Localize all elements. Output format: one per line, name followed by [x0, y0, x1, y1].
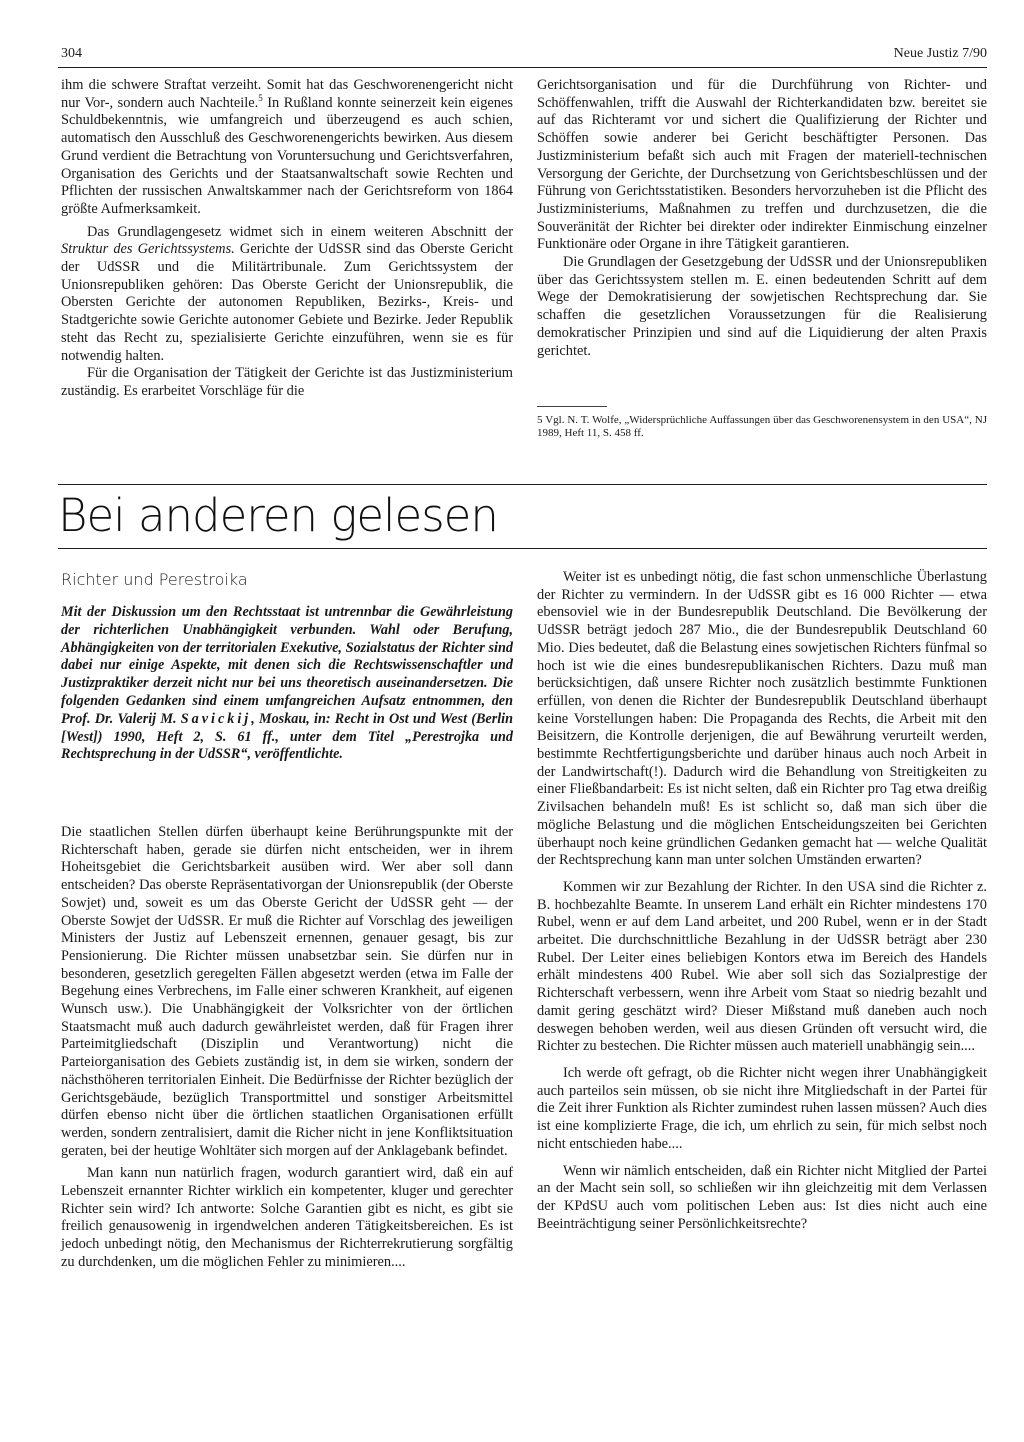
section-title: Bei anderen gelesen — [58, 489, 498, 542]
paragraph: Kommen wir zur Bezahlung der Richter. In den USA sind die Richter z. B. hochbezahlte Beamte. In unserem Land erhält ein Richter mindestens 170 Rubel, wenn er auf dem Land arbeitet, und 200 Rubel, wenn er in der Stadt arbeitet. Die durchschnittliche Bezahlung in der UdSSR beträgt aber 230 Rubel. Der Leiter eines beliebigen Kontors etwa im Bereich des Handels erhält mindestens 400 Rubel. Wie aber soll sich das Sozialprestige der Richterschaft verbessern, wenn ihre Arbeit vom Staat so niedrig bezahlt und damit gering geschätzt wird? Dieser Mißstand muß daneben auch noch deswegen behoben werden, weil aus diesen Gründen oft versucht wird, die Richter zu bestechen. Die Richter müssen auch materiell unabhängig sein.... — [537, 878, 987, 1055]
top-right-column — [537, 77, 987, 360]
page-number: 304 — [61, 46, 82, 61]
paragraph: Wenn wir nämlich entscheiden, daß ein Richter nicht Mitglied der Partei an der Macht sein soll, so schließen wir ihn gleichzeitig mit dem Verlassen der KPdSU auch vom politischen Leben aus: Ist dies nicht auch eine Beeinträchtigung seiner Persönlichkeitsrechte? — [537, 1162, 987, 1232]
paragraph: Das Grundlagengesetz widmet sich in einem weiteren Abschnitt der Struktur des Gerichtssystems. Gerichte der UdSSR sind das Oberste Gericht der UdSSR und die Militärtribunale. Zum Gerichtssystem der Unionsrepubliken gehören: Das Oberste Gericht der Unionsrepublik, die Obersten Gerichte der autonomen Republiken, Bezirks-, Kreis- und Stadtgerichte sowie Gerichte autonomer Gebiete und Bezirke. Jeder Republik steht das Recht zu, spezialisierte Gerichte einzuführen, wenn sie es für notwendig halten. — [61, 223, 513, 364]
header-rule — [58, 67, 987, 68]
paragraph: Weiter ist es unbedingt nötig, die fast schon unmenschliche Überlastung der Richter zu vermindern. In der UdSSR gibt es 16 000 Richter — etwa ebensoviel wie in der Bundesrepublik Deutschland. Die Bevölkerung der UdSSR beträgt jedoch 287 Mio., die der Bundesrepublik Deutschland 60 Mio. Dies bedeutet, daß die Belastung eines sowjetischen Richters fünfmal so hoch ist wie die eines bundesrepublikanischen Richters. Dazu muß man berücksichtigen, daß unsere Richter noch zusätzlich bestimmte Funktionen erfüllen, von denen die Richter der Bundesrepublik Deutschland überhaupt keine Vorstellungen haben: Die Propaganda des Rechts, die Arbeit mit den Beisitzern, die Kontrolle derjenigen, die auf Bewährung verurteilt werden, bestimmte Rechtfertigungsberichte und darüber hinaus auch noch Arbeit in der Landwirtschaft(!). Dadurch wird die Behandlung von Streitigkeiten zu einer Fließbandarbeit: Es ist nicht selten, daß ein Richter pro Tag etwa dreißig Zivilsachen behandeln muß! Es ist schlicht so, daß man sich über die mögliche Belastung und die möglichen Entscheidungszeiten bei Gerichten überhaupt noch keine gründlichen Gedanken gemacht hat — welche Qualität der Rechtsprechung kann man unter solchen Umständen erwarten? — [537, 569, 987, 869]
footnote: 5 Vgl. N. T. Wolfe, „Widersprüchliche Auffassungen über das Geschworenensystem in den USA“, NJ 1989, Heft 11, S. 458 ff. — [537, 414, 987, 439]
footnote-marker: 5 — [258, 92, 263, 103]
paragraph: Gerichtsorganisation und für die Durchführung von Richter- und Schöffenwahlen, trifft die Auswahl der Richterkandidaten bzw. bereitet sie auf das Richteramt vor und sichert die Qualifizierung der Richter und Schöffen sowie anderer bei Gericht beschäftigter Personen. Das Justizministerium befaßt sich auch mit Fragen der materiell-technischen Versorgung der Gerichte, der Durchsetzung von Gerichtsbeschlüssen und der Führung von Gerichtsstatistiken. Besonders hervorzuheben ist die Pflicht des Justizministeriums, Maßnahmen zu treffen und durchzusetzen, die die Souveränität der Richter bei direkter oder indirekter Einmischung einzelner Funktionäre oder Organe in ihre Tätigkeit garantieren. — [537, 77, 987, 253]
paragraph: ihm die schwere Straftat verzeiht. Somit hat das Geschworenengericht nicht nur Vor-, sondern auch Nachteile.$^5$ In Rußland konnte seinerzeit kein eigenes Schuldbekenntnis, wie umfangreich und überzeugend es auch schien, automatisch den Ausschluß des Geschworenengerichts bewirken. Aus diesem Grund verdient die Betrachtung von Voruntersuchung und Gerichtsverfahren, Organisation des Gerichts und der Staatsanwaltschaft sowie Rechten und Pflichten der russischen Anwaltskammer nach der Gerichtsreform von 1864 größte Aufmerksamkeit. — [61, 77, 513, 217]
paragraph: Die Grundlagen der Gesetzgebung der UdSSR und der Unionsrepubliken über das Gerichtssystem stellen m. E. einen bedeutenden Schritt auf dem Wege der Demokratisierung der sowjetischen Rechtsprechung dar. Sie schaffen die gesetzlichen Voraussetzungen für die Realisierung demokratischer Prinzipien und sind auf die Liquidierung der alten Praxis gerichtet. — [537, 254, 987, 359]
emphasis: Struktur des Gerichtssystems. — [61, 241, 235, 258]
paragraph: Die staatlichen Stellen dürfen überhaupt keine Berührungspunkte mit der Richterschaft haben, gerade sie dürfen nicht entscheiden, wer in ihrem Hoheitsgebiet die Gerichtsbarkeit ausüben wird. Wer aber soll dann entscheiden? Das oberste Repräsentativorgan der Unionsrepublik (der Oberste Sowjet) und, soweit es um das Oberste Gericht der UdSSR geht — der Oberste Sowjet der UdSSR. Er muß die Richter auf Vorschlag des jeweiligen Ministers der Justiz auf Lebenszeit ernennen, genauer gesagt, bis zur Pensionierung. Die Richter müssen unabsetzbar sein. Sie dürfen nur in besonderen, gesetzlich geregelten Fällen abgesetzt werden (etwa im Falle der Begehung eines Verbrechens, im Falle einer schweren Krankheit, auf eigenen Wunsch usw.). Die Unabhängigkeit der Volksrichter von der örtlichen Staatsmacht muß auch dadurch gewährleistet werden, daß für Fragen ihrer Parteimitgliedschaft (Disziplin und Verantwortung) nicht die Parteiorganisation des Gebiets zuständig ist, in dem sie wirken, sondern der nächsthöheren territorialen Einheit. Die Bedürfnisse der Richter bezüglich der Gerichtsgebäude, bezüglich Transportmittel und sonstiger Arbeitsmittel dürfen ebenso nicht über die örtlichen staatlichen Organisationen erfüllt werden, sondern zentralisiert, damit die Richer nicht in jene Konfliktsituation geraten, bei der heutige Wohltäter sich morgen auf der Anklagebank befindet. — [61, 824, 513, 1159]
article-intro: Mit der Diskussion um den Rechtsstaat ist untrennbar die Gewährleistung der richterlichen Unabhängigkeit verbunden. Wahl oder Berufung, Abhängigkeiten von der territorialen Exekutive, Sozialstatus der Richter sind dabei nur einige Aspekte, mit denen sich die Rechtswissenschaftler und Justizpraktiker derzeit nicht nur bei uns theoretisch auseinandersetzen. Die folgenden Gedanken sind einem umfangreichen Aufsatz entnommen, den Prof. Dr. Valerij M. Savickij, Moskau, in: Recht in Ost und West (Berlin [West]) 1990, Heft 2, S. 61 ff., unter dem Titel „Perestrojka und Rechtsprechung in der UdSSR“, veröffentlichte. — [61, 604, 514, 763]
footnote-rule — [537, 406, 607, 407]
journal-issue: Neue Justiz 7/90 — [893, 46, 987, 61]
article-left-column — [61, 824, 513, 1272]
section-rule-top — [58, 484, 987, 485]
paragraph: Für die Organisation der Tätigkeit der Gerichte ist das Justizministerium zuständig. Es erarbeitet Vorschläge für die — [61, 365, 513, 399]
top-left-column — [61, 77, 513, 401]
article-right-column — [537, 569, 987, 1233]
paragraph: Ich werde oft gefragt, ob die Richter nicht wegen ihrer Unabhängigkeit auch parteilos sein müssen, ob sie nicht ihre Mitgliedschaft in der Partei für die Zeit ihrer Funktion als Richter zumindest ruhen lassen müssen? Auch dies ist eine komplizierte Frage, die ich, um ehrlich zu sein, für mich selbst noch nicht entschieden habe.... — [537, 1064, 987, 1152]
article-subtitle: Richter und Perestroika — [61, 570, 248, 589]
section-rule-bottom — [58, 548, 987, 549]
paragraph: Man kann nun natürlich fragen, wodurch garantiert wird, daß ein auf Lebenszeit ernannter Richter wirklich ein kompetenter, kluger und gerechter Richter sein wird? Ich antworte: Solche Garantien gibt es nicht, es gibt sie freilich genausowenig in irgendwelchen anderen Tätigkeitsbereichen. Es ist jedoch unbedingt nötig, den Mechanismus der Richterrekrutierung sorgfältig zu durchdenken, um die möglichen Fehler zu minimieren.... — [61, 1165, 513, 1270]
author-name: Savickij — [180, 710, 252, 727]
